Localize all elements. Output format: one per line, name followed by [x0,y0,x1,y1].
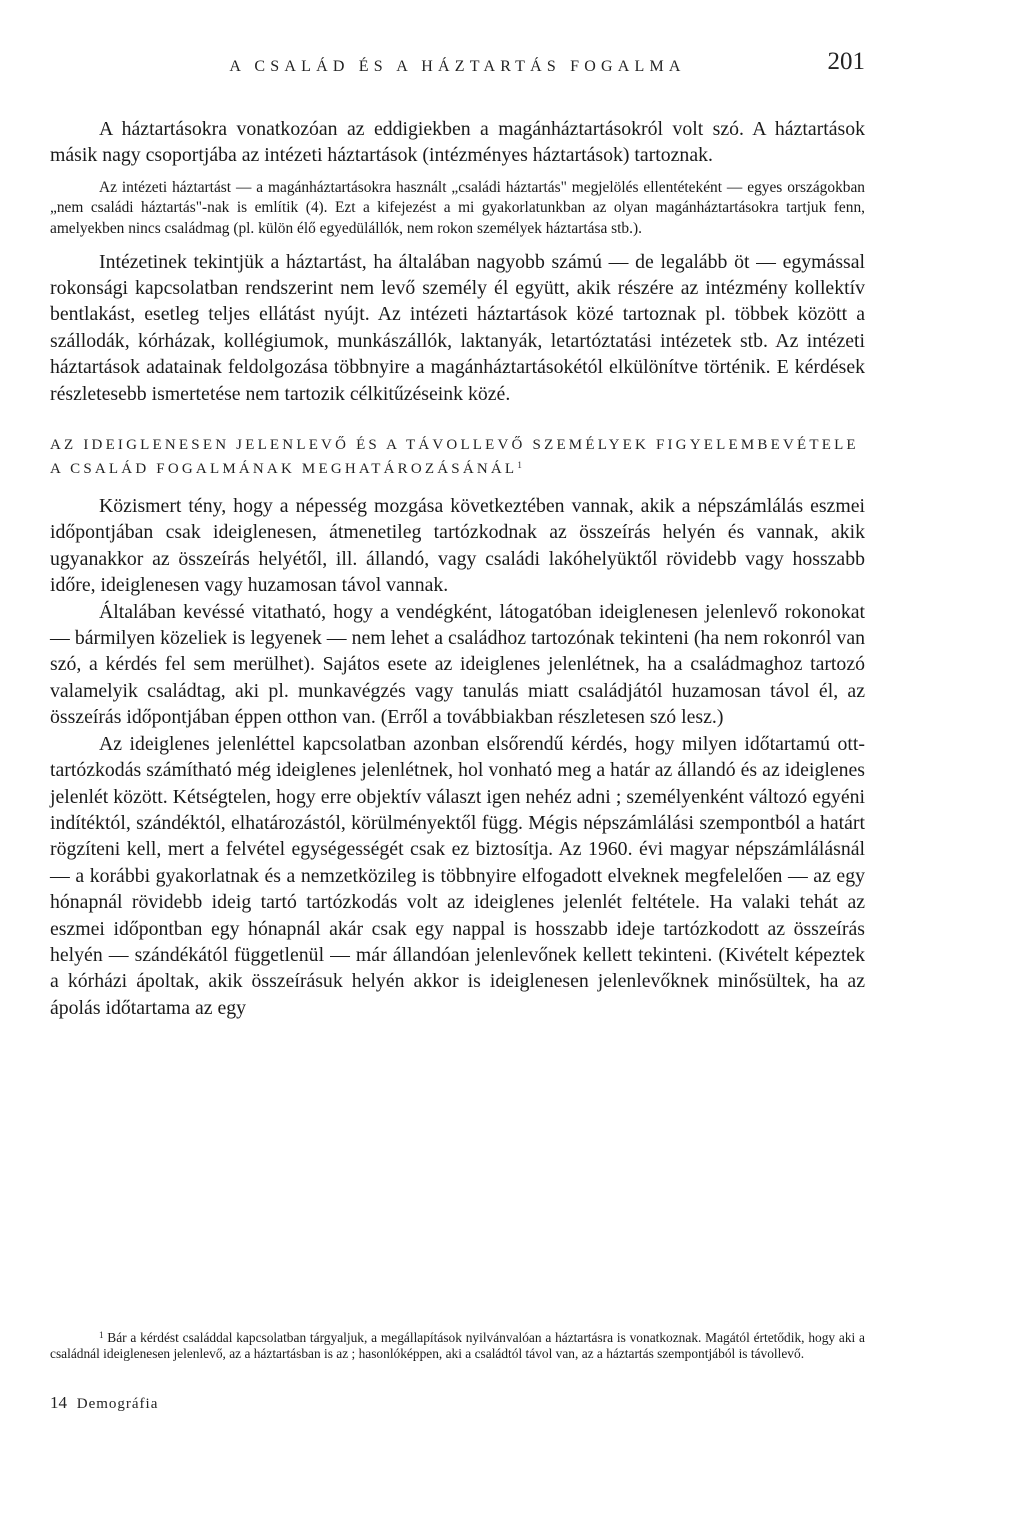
footnote-text: Bár a kérdést családdal kapcsolatban tárgyaljuk, a megállapítások nyilvánvalóan a háztartásra is vonatkoznak. Magától értetődik, hogy aki a családnál ideiglenesen jelenlevő, az a háztartásban is az ; hasonlóképpen, aki a családtól távol van, az a háztartás szempontjából is távollevő. [50,1330,865,1361]
section-heading [50,435,865,479]
printer-signature [50,1393,158,1413]
footnote-paragraph [50,1327,865,1362]
section-heading-text: AZ IDEIGLENESEN JELENLEVŐ ÉS A TÁVOLLEVŐ SZEMÉLYEK FIGYELEMBEVÉTELE A CSALÁD FOGALMÁNAK MEGHATÁROZÁSÁNÁL [50,437,859,478]
page-number: 201 [827,48,865,75]
signature-name: Demográfia [76,1396,159,1412]
intro-paragraph-2: Intézetinek tekintjük a háztartást, ha általában nagyobb számú — de legalább öt — egymással rokonsági kapcsolatban rendszerint nem levő személy él együtt, akik részére az intézmény kollektív bentlakást, esetleg teljes ellátást nyújt. Az intézeti háztartások közé tartoznak pl. többek között a szállodák, kórházak, kollégiumok, munkászállók, laktanyák, letartóztatási intézetek stb. Az intézeti háztartások adatainak feldolgozása többnyire a magánháztartásokétól elkülönítve történik. E kérdések részletesebb ismertetése nem tartozik célkitűzéseink közé. [50,250,865,405]
heading-footnote-mark: 1 [517,460,522,471]
book-page [50,0,865,1514]
footnote-mark: 1 [99,1330,104,1340]
intro-paragraph-1: A háztartásokra vonatkozóan az eddigiekben a magánháztartásokról volt szó. A háztartások másik nagy csoportjába az intézeti háztartások (intézményes háztartások) tartoznak. [50,118,865,167]
running-head [50,44,865,84]
section-paragraph-3: Az ideiglenes jelenléttel kapcsolatban azonban elsőrendű kérdés, hogy milyen időtartamú ott-tartózkodás számítható még ideiglenes jelenlétnek, hol vonható meg a határ az állandó és az ideiglenes jelenlét között. Kétségtelen, hogy erre objektív választ igen nehéz adni ; személyenként változó egyéni indítéktól, szándéktól, elhatározástól, körülményektől függ. Mégis népszámlálási szempontból a határt rögzíteni kell, mert a felvétel egységességét csak ez biztosítja. Az 1960. évi magyar népszámlálásnál — a korábbi gyakorlatnak és a nemzetközileg is többnyire elfogadott elveknek megfelelően — az egy hónapnál rövidebb ideig tartó tartózkodás volt az ideiglenes jelenlét feltétele. Ha valaki tehát az eszmei időpontban egy hónapnál akár csak egy nappal is hosszabb ideje tartózkodott az összeírás helyén — szándékától függetlenül — már állandóan jelenlevőnek kellett tekinteni. (Kivételt képeztek a kórházi ápoltak, akik összeírásuk helyén akkor is ideiglenesen jelenlevőknek minősültek, ha az ápolás időtartama az egy [50,732,865,1019]
section-paragraph-1: Közismert tény, hogy a népesség mozgása következtében vannak, akik a népszámlálás eszmei időpontjában csak ideiglenesen, átmenetileg tartózkodnak az összeírás helyén és vannak, akik ugyanakkor az összeírás helyétől, ill. állandó, vagy családi lakóhelyüktől rövidebb vagy hosszabb időre, ideiglenesen vagy huzamosan távol vannak. [50,495,865,597]
footnote [50,1327,865,1362]
signature-number: 14 [50,1393,67,1412]
running-title: A CSALÁD ÉS A HÁZTARTÁS FOGALMA [229,58,686,75]
small-print-note: Az intézeti háztartást — a magánháztartásokra használt „családi háztartás" megjelölés ellentéteként — egyes országokban „nem családi háztartás"-nak is említik (4). Ezt a kifejezést a mi gyakorlatunkban az olyan magánháztartásokra tartjuk fenn, amelyekben nincs családmag (pl. külön élő egyedülállók, nem rokon személyek háztartása stb.). [50,178,865,237]
section-paragraph-2: Általában kevéssé vitatható, hogy a vendégként, látogatóban ideiglenesen jelenlevő rokonokat — bármilyen közeliek is legyenek — nem lehet a családhoz tartozónak tekinteni (ha nem rokonról van szó, a kérdés fel sem merülhet). Sajátos esete az ideiglenes jelenlétnek, ha a családmaghoz tartozó valamelyik családtag, aki pl. munkavégzés vagy tanulás miatt családjától huzamosan távol él, az összeírás időpontjában éppen otthon van. (Erről a továbbiakban részletesen szó lesz.) [50,600,865,729]
body-text [50,116,865,1021]
